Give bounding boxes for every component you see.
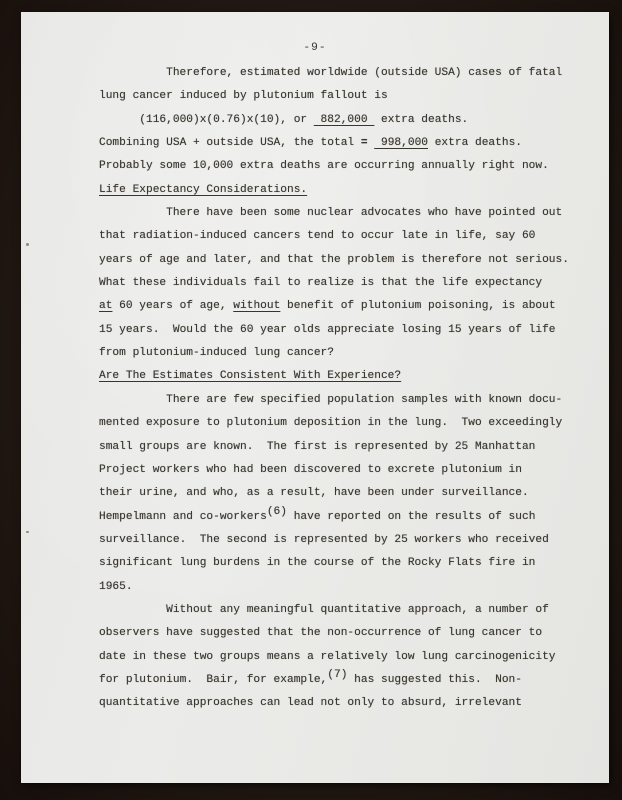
text-segment: significant lung burdens in the course of the Rocky Flats fire in	[99, 557, 536, 570]
text-line	[99, 529, 603, 552]
text-line	[99, 272, 603, 295]
paper-speck	[26, 243, 29, 246]
bold-text: =	[360, 137, 368, 150]
text-line	[99, 179, 603, 202]
text-segment: lung cancer induced by plutonium fallout is	[99, 90, 388, 103]
text-segment: Hempelmann and co-workers	[99, 510, 267, 523]
text-segment: benefit of plutonium poisoning, is about	[280, 300, 556, 313]
underlined-text: 882,000	[313, 113, 375, 126]
text-line	[99, 202, 603, 225]
text-line	[99, 249, 603, 272]
text-segment: What these individuals fail to realize is that the life expectancy	[99, 277, 543, 290]
text-segment: There have been some nuclear advocates who have pointed out	[166, 207, 563, 220]
text-line	[99, 622, 603, 645]
text-line	[99, 225, 603, 248]
text-line	[99, 692, 603, 715]
page-number: -9-	[303, 42, 327, 54]
underlined-text: Life Expectancy Considerations.	[99, 183, 308, 196]
text-segment: 15 years. Would the 60 year olds appreciate losing 15 years of life	[99, 323, 556, 336]
underlined-text: 998,000	[374, 137, 428, 150]
text-line	[99, 319, 603, 342]
text-line	[99, 342, 603, 365]
text-segment: that radiation-induced cancers tend to occur late in life, say 60	[99, 230, 536, 243]
text-line	[99, 576, 603, 599]
text-segment: mented exposure to plutonium deposition in the lung. Two exceedingly	[99, 417, 563, 430]
document-page	[21, 12, 609, 783]
underlined-text: without	[233, 300, 281, 313]
text-segment: extra deaths.	[428, 137, 522, 150]
text-segment: surveillance. The second is represented by 25 workers who received	[99, 533, 549, 546]
text-line	[99, 669, 603, 692]
text-line	[99, 132, 603, 155]
text-segment: for plutonium. Bair, for example,	[99, 673, 328, 686]
text-line	[99, 155, 603, 178]
superscript-ref: (7)	[327, 668, 348, 681]
text-line	[99, 295, 603, 318]
text-segment: 60 years of age,	[112, 300, 234, 313]
text-segment: their urine, and who, as a result, have been under surveillance.	[99, 487, 529, 500]
text-segment: observers have suggested that the non-occurrence of lung cancer to	[99, 627, 543, 640]
text-line	[99, 436, 603, 459]
underlined-text: at	[99, 300, 113, 313]
underlined-text: Are The Estimates Consistent With Experience?	[99, 370, 402, 383]
text-segment: Project workers who had been discovered to excrete plutonium in	[99, 463, 522, 476]
text-line	[99, 389, 603, 412]
text-segment: 1965.	[99, 580, 133, 593]
text-segment: years of age and later, and that the problem is therefore not serious.	[99, 253, 569, 266]
text-segment: Probably some 10,000 extra deaths are occurring annually right now.	[99, 160, 549, 173]
text-segment: have reported on the results of such	[287, 510, 536, 523]
text-segment: Without any meaningful quantitative approach, a number of	[166, 603, 549, 616]
text-line	[99, 412, 603, 435]
text-line	[99, 646, 603, 669]
text-line	[99, 365, 603, 388]
text-line	[99, 85, 603, 108]
superscript-ref: (6)	[266, 505, 287, 518]
text-segment: date in these two groups means a relatively low lung carcinogenicity	[99, 650, 556, 663]
text-line	[99, 599, 603, 622]
paper-speck	[26, 531, 29, 533]
text-segment: quantitative approaches can lead not only to absurd, irrelevant	[99, 697, 522, 710]
text-segment: There are few specified population samples with known docu-	[166, 393, 563, 406]
text-line	[99, 62, 603, 85]
text-segment: Combining USA + outside USA, the total	[99, 137, 361, 150]
text-segment: has suggested this. Non-	[347, 673, 522, 686]
text-line	[99, 552, 603, 575]
text-segment: extra deaths.	[374, 113, 469, 126]
text-line	[99, 506, 603, 529]
text-line	[99, 459, 603, 482]
text-segment: small groups are known. The first is represented by 25 Manhattan	[99, 440, 536, 453]
text-segment: from plutonium-induced lung cancer?	[99, 347, 334, 360]
text-line	[99, 109, 603, 132]
text-line	[99, 482, 603, 505]
document-lines	[99, 62, 603, 716]
text-segment: Therefore, estimated worldwide (outside USA) cases of fatal	[166, 67, 563, 79]
text-segment: (116,000)x(0.76)x(10), or	[139, 113, 314, 126]
